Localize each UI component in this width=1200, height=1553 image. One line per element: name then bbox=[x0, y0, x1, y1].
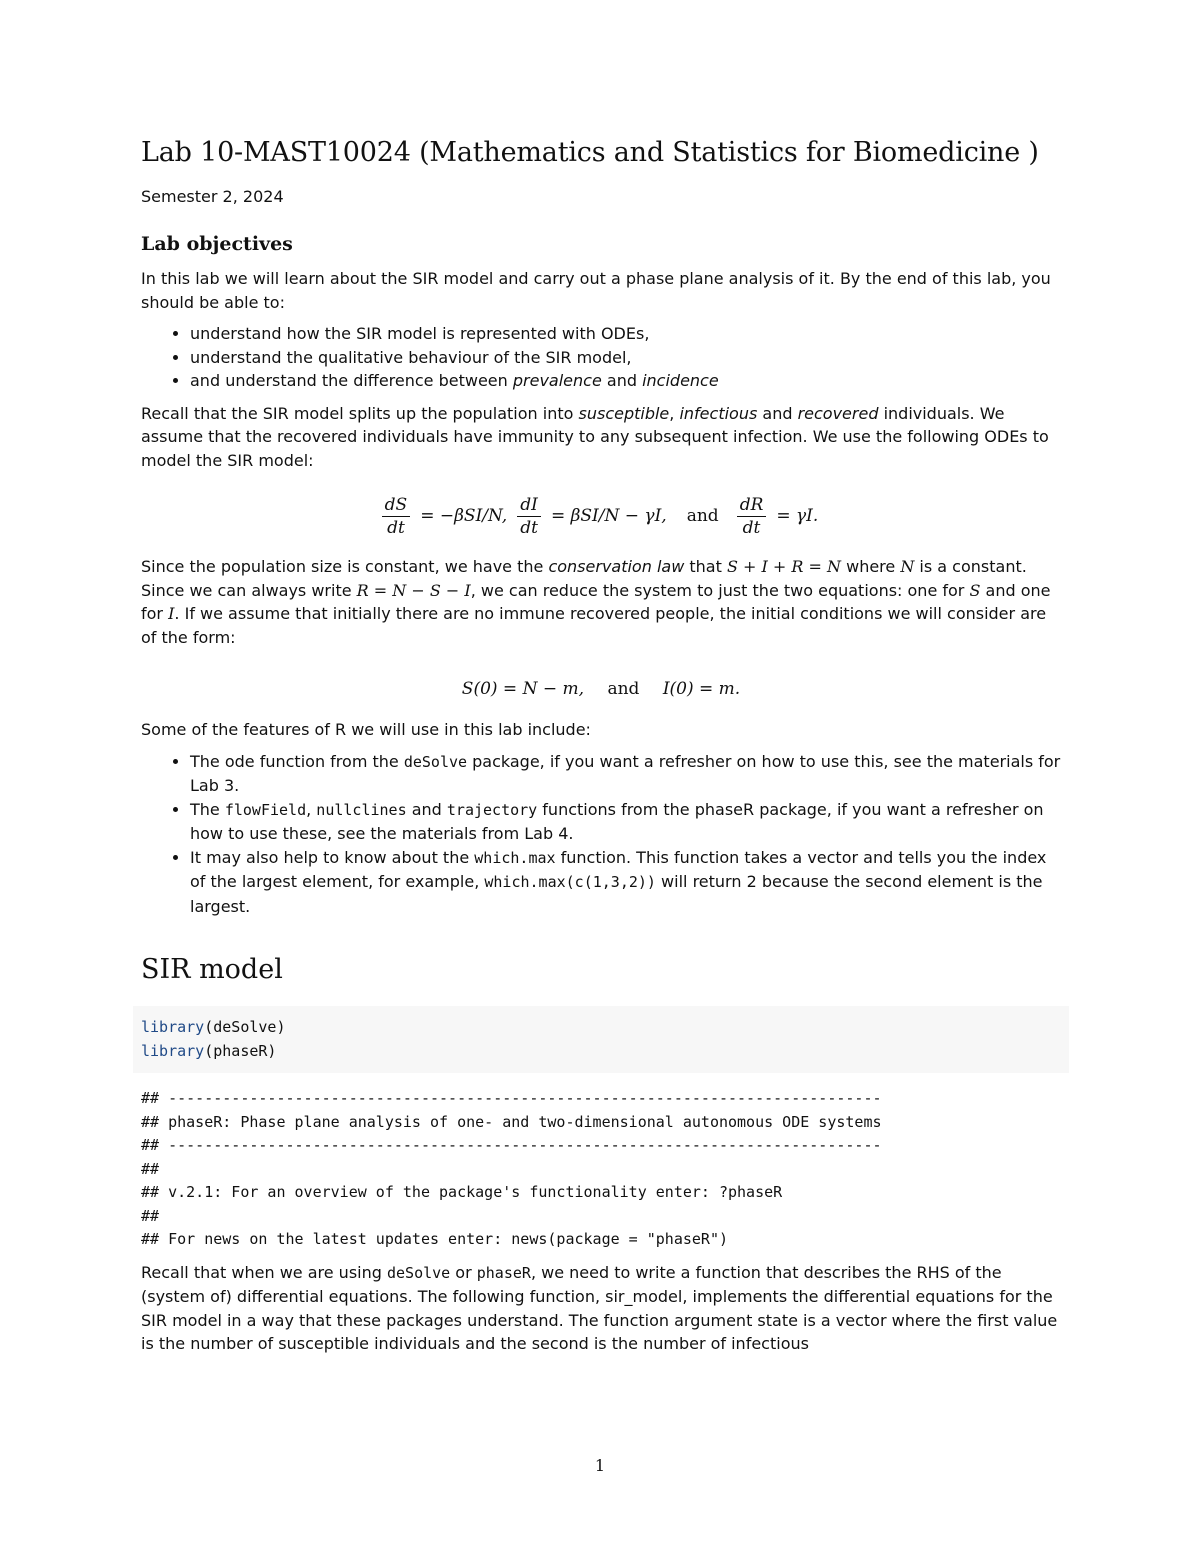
features-list bbox=[141, 750, 1061, 919]
feature-item: • It may also help to know about the which.max function. This function takes a vector and tells you the index of the largest element, for example, which.max(c(1,3,2)) will return 2 because the second element is the largest. bbox=[190, 846, 1061, 919]
sir-model-heading: SIR model bbox=[141, 954, 283, 985]
objective-item: • understand the qualitative behaviour of the SIR model, bbox=[190, 346, 1061, 370]
intro-paragraph: In this lab we will learn about the SIR model and carry out a phase plane analysis of it. By the end of this lab, you should be able to: bbox=[141, 269, 1051, 312]
closing-paragraph: Recall that when we are using deSolve or phaseR, we need to write a function that describes the RHS of the (system of) differential equations. The following function, sir_model, implements the differential equations for the SIR model in a way that these packages understand. The function argument state is a vector where the first value is the number of susceptible individuals and the second is the number of infectious bbox=[141, 1262, 1058, 1353]
console-output bbox=[141, 1087, 1061, 1252]
objectives-heading: Lab objectives bbox=[141, 233, 293, 255]
objectives-list bbox=[141, 322, 1061, 393]
output-line: ## ------------------------------------------------------------------------------- bbox=[141, 1089, 882, 1107]
initial-conditions: S(0) = N − m, and I(0) = m. bbox=[461, 679, 741, 699]
ode-equations: $\frac{dS}{dt}$ = −βSI/N, $\frac{dI}{dt}$ = βSI/N − γI, and $\frac{dR}{dt}$ = γI. bbox=[141, 486, 1061, 546]
code-line: library(phaseR) bbox=[141, 1041, 277, 1060]
output-line: ## ------------------------------------------------------------------------------- bbox=[141, 1136, 882, 1154]
objective-item: • understand how the SIR model is represented with ODEs, bbox=[190, 322, 1061, 346]
output-line: ## bbox=[141, 1159, 160, 1178]
conservation-paragraph: Since the population size is constant, we have the conservation law that S + I + R = N where N is a constant. Since we can always write R = N − S − I, we can reduce the system to just the two equations: one for S and one for I. If we assume that initially there are no immune recovered people, the initial conditions we will consider are of the form: bbox=[141, 557, 1051, 647]
page-number: 1 bbox=[594, 1456, 606, 1475]
output-line: ## v.2.1: For an overview of the package's functionality enter: ?phaseR bbox=[141, 1183, 783, 1201]
feature-item: • The ode function from the deSolve package, if you want a refresher on how to use this, see the materials for Lab 3. bbox=[190, 750, 1061, 798]
code-line: library(deSolve) bbox=[141, 1018, 286, 1036]
code-block bbox=[133, 1006, 1069, 1073]
objective-item: • and understand the difference between prevalence and incidence bbox=[190, 369, 1061, 393]
page-title: Lab 10-MAST10024 (Mathematics and Statistics for Biomedicine ) bbox=[141, 137, 1039, 168]
fraction-dR: $\frac{dR}{dt}$ bbox=[737, 494, 767, 539]
features-paragraph: Some of the features of R we will use in this lab include: bbox=[141, 720, 591, 739]
output-line: ## For news on the latest updates enter: news(package = "phaseR") bbox=[141, 1230, 728, 1248]
subtitle: Semester 2, 2024 bbox=[141, 187, 284, 206]
fraction-dS: $\frac{dS}{dt}$ bbox=[382, 494, 411, 539]
document-page bbox=[141, 130, 1061, 1356]
recall-paragraph: Recall that the SIR model splits up the population into susceptible, infectious and recovered individuals. We assume that the recovered individuals have immunity to any subsequent infection. We use the following ODEs to model the SIR model: bbox=[141, 403, 1049, 470]
output-line: ## bbox=[141, 1206, 160, 1225]
output-line: ## phaseR: Phase plane analysis of one- and two-dimensional autonomous ODE systems bbox=[141, 1112, 882, 1131]
feature-item: • The flowField, nullclines and trajectory functions from the phaseR package, if you want a refresher on how to use these, see the materials from Lab 4. bbox=[190, 798, 1061, 846]
fraction-dI: $\frac{dI}{dt}$ bbox=[517, 494, 541, 539]
